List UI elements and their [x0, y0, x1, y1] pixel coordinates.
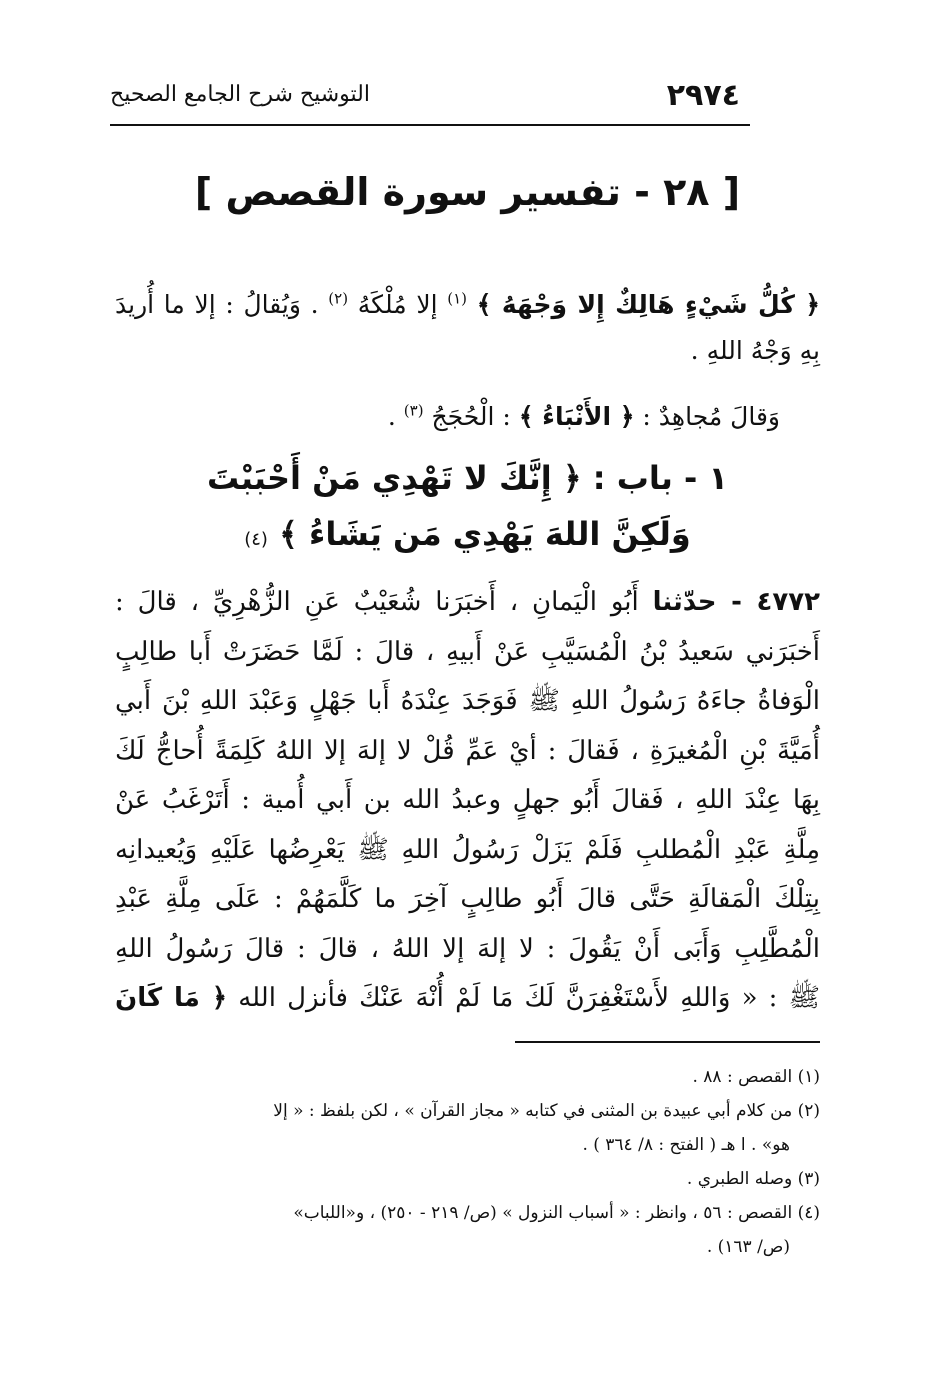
hadith-line: مِلَّةِ عَبْدِ الْمُطلبِ فَلَمْ يَزَلْ رَسُولُ اللهِ ﷺ يَعْرِضُها عَلَيْهِ وَيُعيدانِه	[115, 834, 820, 865]
hadith-line: الْوَفاةُ جاءَهُ رَسُولُ اللهِ ﷺ فَوَجَدَ عِنْدَهُ أَبا جَهْلٍ وَعَبْدَ اللهِ بْنَ أَبي	[115, 686, 820, 716]
bab-line-2	[115, 506, 820, 568]
footnote-ref: (١)	[447, 289, 468, 308]
intro-text: . وَيُقالُ : إلا ما أُريدَ بِهِ وَجْهُ اللهِ .	[115, 290, 820, 365]
bab-line-1: ١ - باب : ﴿ إِنَّكَ لا تَهْدِي مَنْ أَحْبَبْتَ	[206, 459, 728, 497]
running-header	[110, 70, 750, 126]
chapter-title: [ ٢٨ - تفسير سورة القصص ]	[194, 170, 741, 214]
footnote-ref: (٢)	[328, 289, 349, 308]
page-number: ٢٩٧٤	[666, 78, 740, 113]
footnote-4-continued: (ص/ ١٦٣) .	[706, 1237, 790, 1257]
bab-line-2-text: وَلَكِنَّ اللهَ يَهْدِي مَن يَشَاءُ ﴾	[279, 515, 691, 553]
hadith-text	[115, 578, 820, 1024]
mujahid-text: وَقالَ مُجاهِدٌ :	[634, 402, 780, 431]
hadith-line: بِتِلْكَ الْمَقالَةِ حَتَّى قالَ أَبُو طالِبٍ آخِرَ ما كَلَّمَهُمْ : عَلَى مِلَّةِ عَبْدِ	[115, 884, 820, 914]
hadith-line	[115, 974, 820, 1024]
hadith-number: ٤٧٧٢ - حدّثنا	[652, 587, 820, 617]
mujahid-text: : الْحُجَجُ	[423, 402, 519, 431]
quran-verse: ﴿ كُلُّ شَيْءٍ هَالِكٌ إِلا وَجْهَهُ ﴾	[476, 290, 821, 319]
footnote-2: (٢) من كلام أبي عبيدة بن المثنى في كتابه « مجاز القرآن » ، لكن بلفظ : « إلا	[273, 1101, 820, 1121]
quran-verse: ﴿ مَا كَانَ	[115, 983, 228, 1013]
footnotes	[115, 1060, 820, 1264]
bab-heading	[115, 450, 820, 568]
hadith-line-text: ﷺ : « وَاللهِ لأَسْتَغْفِرَنَّ لَكَ مَا لَمْ أُنْهَ عَنْكَ فأنزل الله	[227, 983, 821, 1013]
footnote-ref: (٤)	[244, 529, 268, 550]
hadith-line: أَخبَرَني سَعيدُ بْنُ الْمُسَيَّبِ عَنْ أَبيهِ ، قالَ : لَمَّا حَضَرَتْ أَبا طالِبٍ	[115, 636, 820, 667]
book-title: التوشيح شرح الجامع الصحيح	[110, 82, 370, 107]
intro-text: إلا مُلْكَهُ	[348, 290, 448, 319]
footnote-separator	[515, 1041, 820, 1043]
hadith-line: الْمُطَّلِبِ وَأَبَى أَنْ يَقُولَ : لا إلهَ إلا اللهُ ، قالَ : قالَ رَسُولُ اللهِ	[115, 933, 820, 964]
hadith-line: بِهَا عِنْدَ اللهِ ، فَقالَ أَبُو جهلٍ وعبدُ الله بن أَبي أُمية : أَتَرْغَبُ عَنْ	[115, 785, 820, 815]
footnote-2-continued: هو» . ا هـ ( الفتح : ٨/ ٣٦٤ ) .	[582, 1135, 790, 1155]
intro-paragraph	[115, 282, 820, 374]
hadith-line: أُمَيَّةَ بْنِ الْمُغيرَةِ ، فَقالَ : أيْ عَمِّ قُلْ لا إلهَ إلا اللهُ كَلِمَةً أُحاجُّ لَكَ	[115, 735, 820, 766]
footnote-ref: (٣)	[403, 401, 424, 420]
hadith-line-text: أَبُو الْيَمانِ ، أَخبَرَنا شُعَيْبٌ عَنِ الزُّهْرِيِّ ، قالَ :	[115, 587, 653, 617]
footnote-4: (٤) القصص : ٥٦ ، وانظر : « أسباب النزول » (ص/ ٢١٩ - ٢٥٠) ، و«اللباب»	[293, 1203, 820, 1223]
mujahid-paragraph	[115, 394, 820, 440]
quran-word: ﴿ الأَنْبَاءُ ﴾	[518, 402, 635, 431]
footnote-1: (١) القصص : ٨٨ .	[692, 1067, 820, 1087]
hadith-line	[115, 578, 820, 628]
footnote-3: (٣) وصله الطبري .	[686, 1169, 820, 1189]
mujahid-text: .	[387, 402, 404, 431]
